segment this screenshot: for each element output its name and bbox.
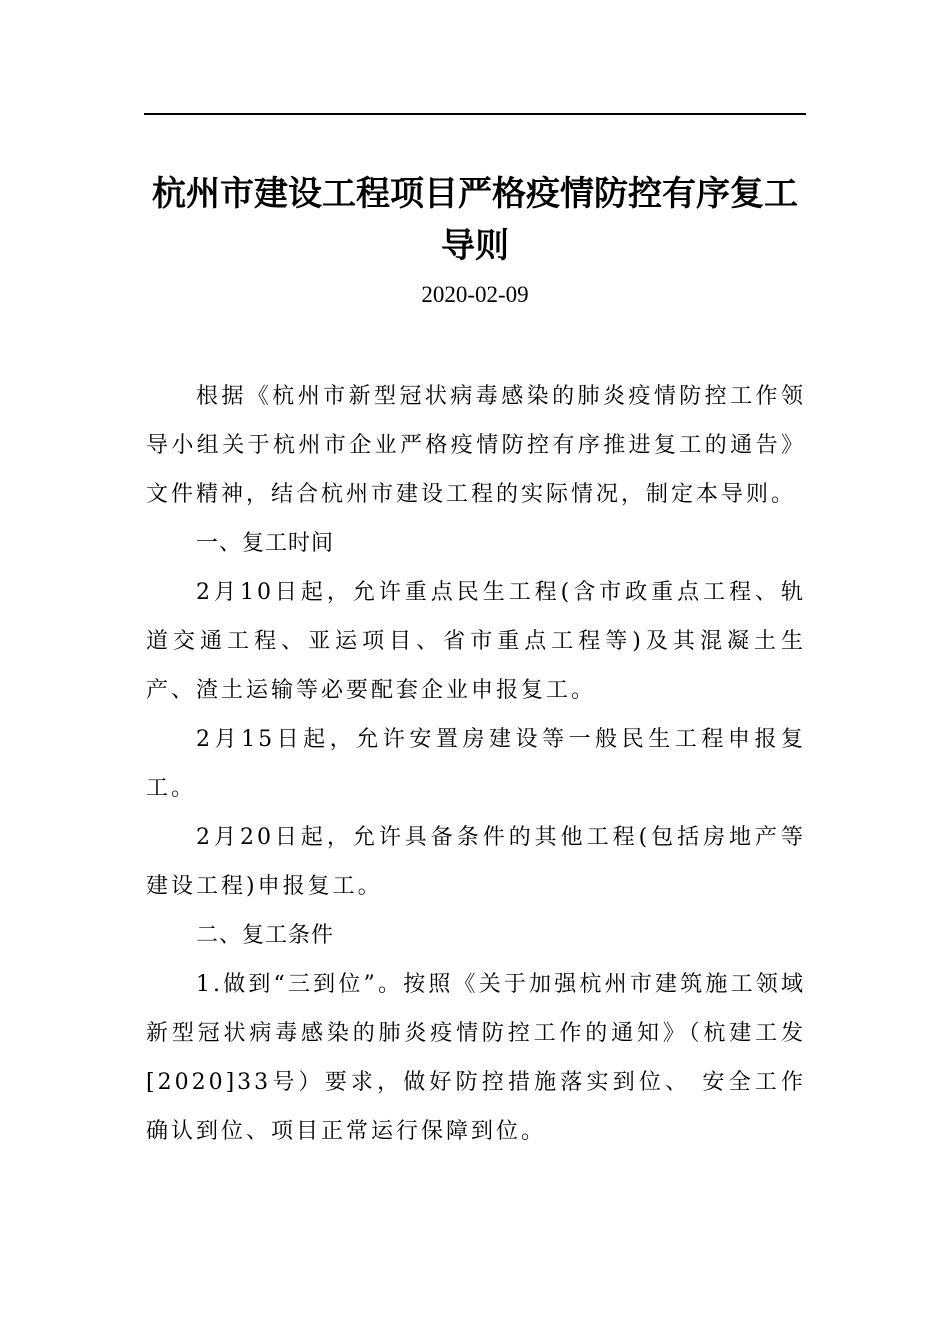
document-body	[146, 372, 806, 1156]
section1-paragraph: 2月15日起，允许安置房建设等一般民生工程申报复工。	[146, 727, 806, 801]
top-rule-divider	[144, 113, 806, 115]
document-title: 杭州市建设工程项目严格疫情防控有序复工导则	[152, 174, 798, 266]
section1-paragraph: 2月10日起，允许重点民生工程(含市政重点工程、轨道交通工程、亚运项目、省市重点工程等)及其混凝土生产、渣土运输等必要配套企业申报复工。	[146, 580, 806, 703]
section2-paragraph: 1.做到“三到位”。按照《关于加强杭州市建筑施工领域新型冠状病毒感染的肺炎疫情防控工作的通知》（杭建工发[2020]33号）要求，做好防控措施落实到位、 安全工作确认到位、项目正常运行保障到位。	[146, 972, 806, 1144]
section-heading-resume-time: 一、复工时间	[196, 531, 335, 556]
section-heading-resume-conditions: 二、复工条件	[196, 923, 335, 948]
document-date: 2020-02-09	[421, 282, 529, 307]
section1-paragraph: 2月20日起，允许具备条件的其他工程(包括房地产等建设工程)申报复工。	[146, 825, 806, 899]
intro-paragraph: 根据《杭州市新型冠状病毒感染的肺炎疫情防控工作领导小组关于杭州市企业严格疫情防控有序推进复工的通告》文件精神，结合杭州市建设工程的实际情况，制定本导则。	[146, 384, 806, 507]
